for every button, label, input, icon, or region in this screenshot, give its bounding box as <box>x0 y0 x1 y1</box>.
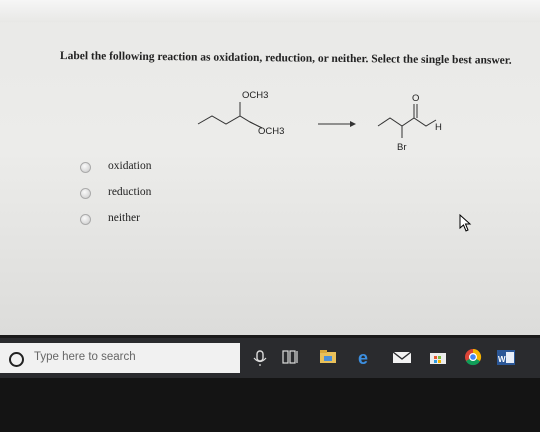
word-icon[interactable] <box>494 343 518 371</box>
radio-reduction[interactable] <box>80 188 91 199</box>
monitor-bezel <box>0 378 540 432</box>
product-oxygen-label: O <box>412 93 420 104</box>
chrome-icon[interactable] <box>461 343 485 371</box>
product-h-label: H <box>435 122 442 133</box>
reactant-och3-side: OCH3 <box>258 126 285 137</box>
question-text: Label the following reaction as oxidation, reduction, or neither. Select the single best answer. <box>59 50 512 67</box>
edge-icon[interactable] <box>354 343 378 371</box>
radio-neither[interactable] <box>80 214 91 225</box>
reaction-arrow <box>318 121 356 127</box>
svg-text:e: e <box>358 348 369 368</box>
search-placeholder[interactable]: Type here to search <box>34 351 136 363</box>
option-label-neither: neither <box>108 212 140 224</box>
mouse-cursor-icon <box>459 214 473 232</box>
option-label-reduction: reduction <box>108 186 152 198</box>
svg-text:W: W <box>498 355 506 364</box>
option-neither[interactable] <box>72 212 272 228</box>
reactant-structure <box>198 102 262 128</box>
store-icon[interactable] <box>426 343 450 371</box>
task-view-icon[interactable] <box>279 343 303 371</box>
cortana-circle-icon[interactable] <box>9 352 24 367</box>
radio-oxidation[interactable] <box>80 162 91 173</box>
product-br-label: Br <box>397 142 407 153</box>
taskbar-search-box[interactable] <box>0 343 240 373</box>
microphone-icon[interactable] <box>248 343 272 371</box>
option-reduction[interactable] <box>72 186 272 202</box>
mail-icon[interactable] <box>390 343 414 371</box>
option-oxidation[interactable] <box>72 160 272 176</box>
file-explorer-icon[interactable] <box>316 343 340 371</box>
reactant-och3-top: OCH3 <box>242 90 269 101</box>
page-top-edge <box>0 0 540 22</box>
option-label-oxidation: oxidation <box>108 160 152 172</box>
reaction-diagram <box>190 82 450 162</box>
product-structure <box>378 104 436 138</box>
